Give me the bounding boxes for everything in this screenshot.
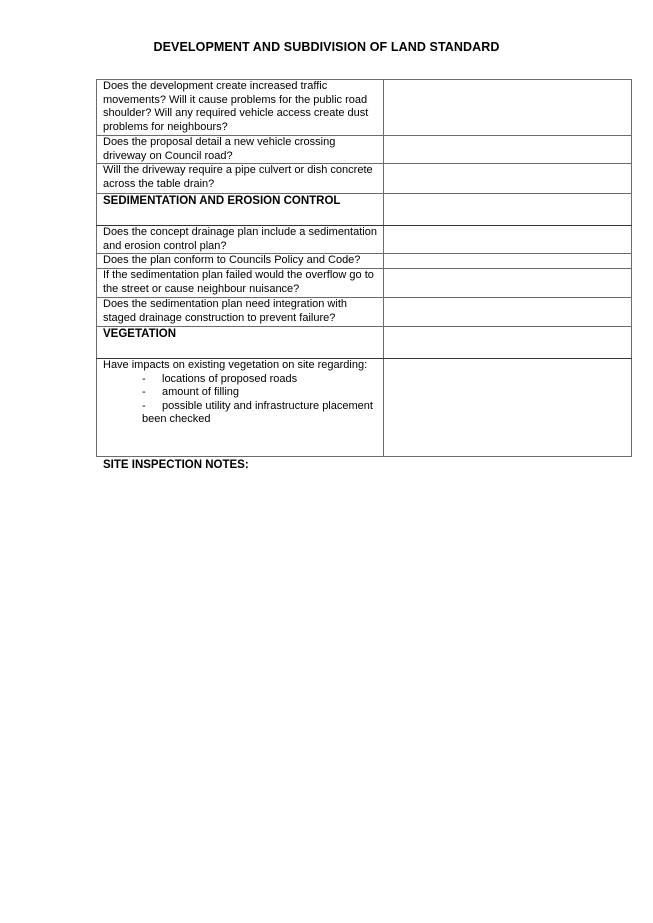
- question-cell: Does the development create increased traffic movements? Will it cause problems for the public road shoulder? Will any required vehicle access create dust problems for neighbours?: [97, 80, 384, 136]
- table-row: [97, 164, 632, 194]
- section-heading-sedimentation: SEDIMENTATION AND EROSION CONTROL: [103, 195, 341, 207]
- question-cell: Does the concept drainage plan include a sedimentation and erosion control plan?: [97, 226, 384, 254]
- page-title: DEVELOPMENT AND SUBDIVISION OF LAND STANDARD: [153, 40, 500, 54]
- list-item-text: locations of proposed roads: [162, 372, 298, 385]
- question-cell: Will the driveway require a pipe culvert or dish concrete across the table drain?: [97, 164, 384, 194]
- table-row: [97, 254, 632, 269]
- question-intro: Have impacts on existing vegetation on site regarding:: [103, 359, 368, 371]
- table-row: [97, 80, 632, 136]
- question-cell: Does the sedimentation plan need integration with staged drainage construction to prevent failure?: [97, 298, 384, 327]
- table-row: [97, 226, 632, 254]
- table-row: [97, 269, 632, 298]
- section-heading-cell: [97, 327, 384, 359]
- bullet-marker: -: [142, 399, 146, 412]
- section-header-row: [97, 327, 632, 359]
- table-row: [97, 298, 632, 327]
- list-item: [142, 373, 379, 387]
- table-row: [97, 136, 632, 164]
- answer-cell[interactable]: [384, 298, 632, 327]
- section-header-row: [97, 194, 632, 226]
- section-heading-cell: [97, 194, 384, 226]
- list-item-text: amount of filling: [162, 386, 240, 398]
- answer-cell[interactable]: [384, 269, 632, 298]
- table-row: [97, 359, 632, 457]
- list-item: [142, 400, 379, 414]
- question-cell: If the sedimentation plan failed would the overflow go to the street or cause neighbour nuisance?: [97, 269, 384, 298]
- question-cell: [97, 359, 384, 457]
- list-item-text: possible utility and infrastructure placement: [162, 399, 373, 412]
- answer-cell[interactable]: [384, 164, 632, 194]
- answer-cell[interactable]: [384, 80, 632, 136]
- bullet-marker: -: [142, 372, 146, 385]
- question-cell: Does the plan conform to Councils Policy and Code?: [97, 254, 384, 269]
- question-outro: been checked: [142, 413, 211, 425]
- section-heading-vegetation: VEGETATION: [103, 328, 177, 340]
- question-cell: Does the proposal detail a new vehicle crossing driveway on Council road?: [97, 136, 384, 164]
- answer-cell[interactable]: [384, 226, 632, 254]
- bullet-marker: -: [142, 386, 146, 398]
- answer-cell: [384, 194, 632, 226]
- list-item: [142, 386, 379, 400]
- answer-cell[interactable]: [384, 359, 632, 457]
- checklist-table: [96, 79, 632, 457]
- site-inspection-notes-heading: SITE INSPECTION NOTES:: [103, 459, 249, 471]
- answer-cell[interactable]: [384, 136, 632, 164]
- answer-cell: [384, 327, 632, 359]
- answer-cell[interactable]: [384, 254, 632, 269]
- bullet-list: [103, 373, 379, 414]
